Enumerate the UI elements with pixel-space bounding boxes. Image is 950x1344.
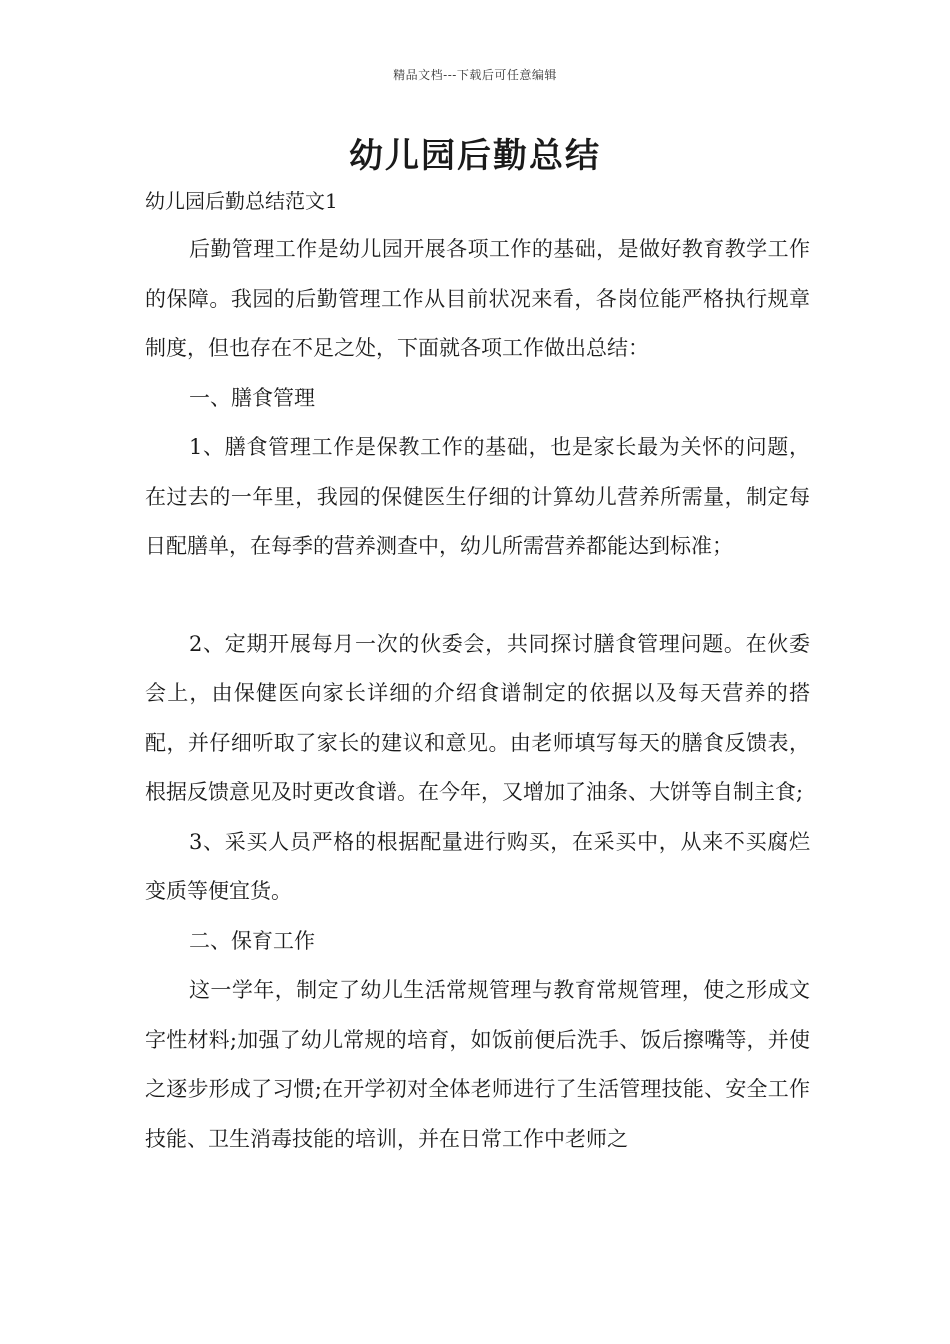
document-body bbox=[145, 225, 810, 1164]
paragraph-item-3: 3、采买人员严格的根据配量进行购买，在采买中，从来不买腐烂变质等便宜货。 bbox=[145, 829, 810, 903]
section-heading-meal-management: 一、膳食管理 bbox=[189, 385, 315, 410]
paragraph-item-2: 2、定期开展每月一次的伙委会，共同探讨膳食管理问题。在伙委会上，由保健医向家长详细的介绍食谱制定的依据以及每天营养的搭配，并仔细听取了家长的建议和意见。由老师填写每天的膳食反馈表，根据反馈意见及时更改食谱。在今年，又增加了油条、大饼等自制主食; bbox=[145, 631, 810, 804]
document-title: 幼儿园后勤总结 bbox=[349, 136, 601, 176]
document-subtitle: 幼儿园后勤总结范文1 bbox=[145, 189, 338, 213]
paragraph-spacer bbox=[145, 572, 810, 620]
section-heading-care-work: 二、保育工作 bbox=[189, 928, 315, 953]
paragraph-item-1: 1、膳食管理工作是保教工作的基础，也是家长最为关怀的问题，在过去的一年里，我园的保健医生仔细的计算幼儿营养所需量，制定每日配膳单，在每季的营养测查中，幼儿所需营养都能达到标准； bbox=[145, 435, 810, 558]
care-work-paragraph: 这一学年，制定了幼儿生活常规管理与教育常规管理，使之形成文字性材料;加强了幼儿常规的培育，如饭前便后洗手、饭后擦嘴等，并使之逐步形成了习惯;在开学初对全体老师进行了生活管理技能、安全工作技能、卫生消毒技能的培训，并在日常工作中老师之 bbox=[145, 978, 810, 1151]
intro-paragraph: 后勤管理工作是幼儿园开展各项工作的基础，是做好教育教学工作的保障。我园的后勤管理工作从目前状况来看，各岗位能严格执行规章制度，但也存在不足之处，下面就各项工作做出总结： bbox=[145, 237, 810, 360]
header-note: 精品文档---下载后可任意编辑 bbox=[393, 68, 557, 82]
